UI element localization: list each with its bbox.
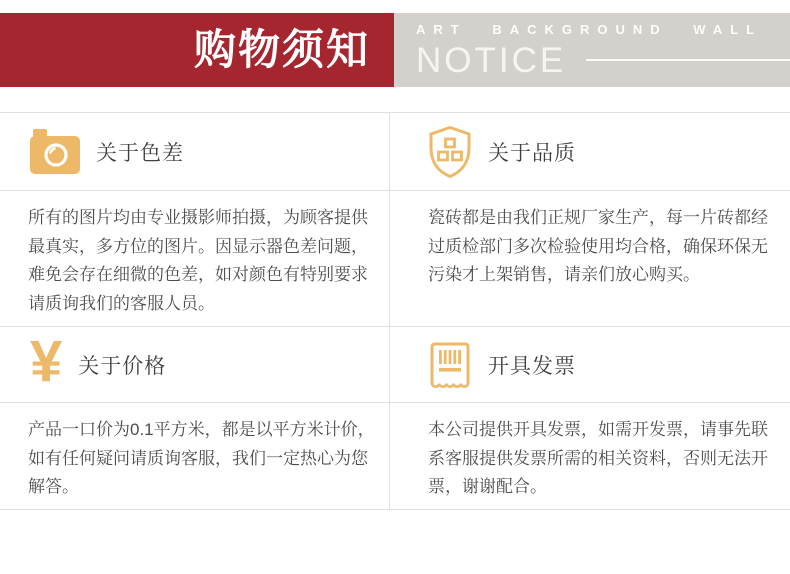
section-color-difference [0, 113, 390, 327]
section-title: 关于品质 [488, 141, 576, 165]
section-quality [390, 113, 790, 327]
section-quality-header [390, 113, 790, 191]
camera-icon [30, 129, 80, 174]
banner-subtitle-en: ART BACKGROUND WALL [416, 21, 763, 37]
page-title: 购物须知 [193, 26, 370, 73]
section-title: 关于价格 [78, 354, 167, 378]
section-color-difference-header [0, 113, 389, 191]
section-body: 产品一口价为0.1平方米，都是以平方米计价，如有任何疑问请质询客服，我们一定热心为您解答。 [28, 420, 375, 496]
yuan-icon: ¥ [30, 329, 63, 395]
page-header [0, 13, 790, 87]
section-price [0, 327, 390, 510]
banner-notice-row [416, 40, 790, 80]
section-title: 开具发票 [488, 354, 576, 378]
notice-grid [0, 112, 790, 510]
banner-notice-en: NOTICE [416, 40, 567, 80]
section-price-header [0, 327, 389, 403]
section-body: 所有的图片均由专业摄影师拍摄，为顾客提供最真实，多方位的图片。因显示器色差问题，难免会存在细微的色差，如对颜色有特别要求请质询我们的客服人员。 [28, 208, 368, 313]
banner-decor-line [586, 59, 790, 61]
section-invoice-header [390, 327, 790, 403]
section-body: 本公司提供开具发票，如需开发票，请事先联系客服提供发票所需的相关资料，否则无法开票，谢谢配合。 [428, 420, 768, 496]
section-title: 关于色差 [96, 141, 184, 165]
shield-icon [428, 125, 472, 179]
banner-gray-block [394, 13, 790, 87]
receipt-icon [428, 341, 472, 389]
section-body: 瓷砖都是由我们正规厂家生产，每一片砖都经过质检部门多次检验使用均合格，确保环保无污染才上架销售，请亲们放心购买。 [428, 208, 768, 284]
banner-red-block [0, 13, 394, 87]
section-invoice [390, 327, 790, 510]
